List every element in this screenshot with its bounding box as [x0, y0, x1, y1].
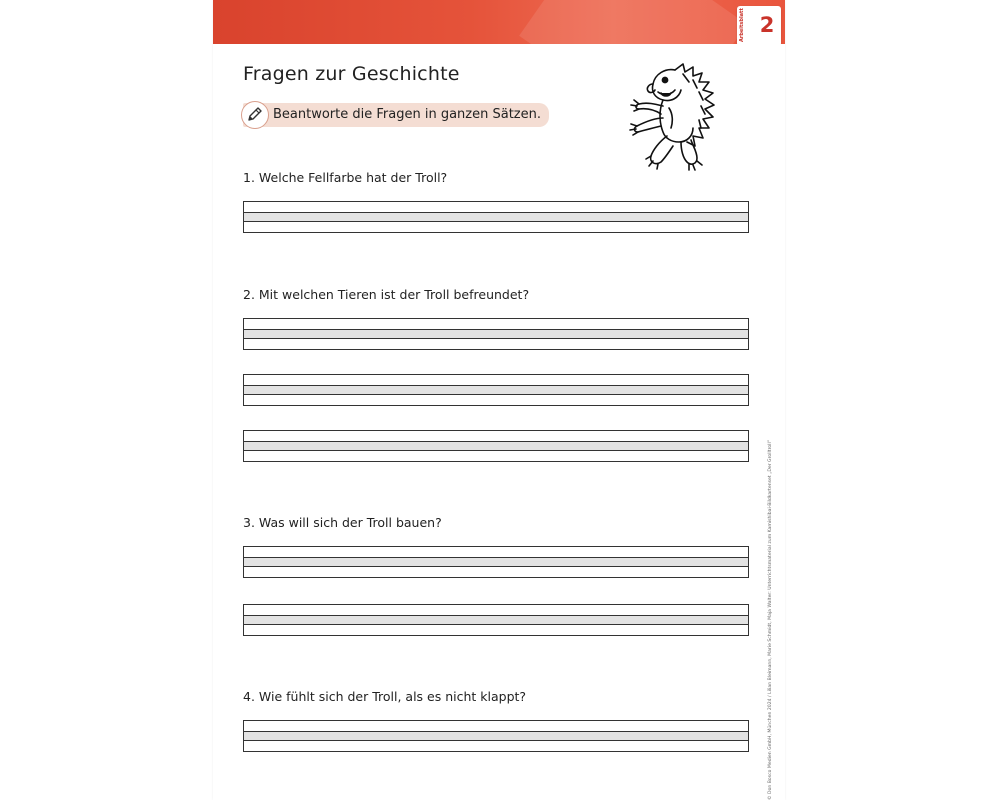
answer-line-q2-1[interactable]	[243, 318, 749, 350]
worksheet-tag	[737, 6, 781, 44]
page-title: Fragen zur Geschichte	[243, 63, 460, 85]
answer-line-q3-2[interactable]	[243, 604, 749, 636]
answer-line-q2-3[interactable]	[243, 430, 749, 462]
copyright-note: © Don Bosco Medien GmbH, München 2024 / Lilian Bleimann, Marie Schmidt, Maja Walter: Unterrichtsmaterial zum Kamishibai-Bildkartenset „Der Grolltroll“	[768, 439, 773, 800]
instruction-banner	[243, 103, 549, 127]
tag-label: Arbeitsblatt	[739, 8, 745, 42]
header-band	[213, 0, 785, 44]
worksheet-page	[213, 0, 785, 800]
question-4: 4. Wie fühlt sich der Troll, als es nicht klappt?	[243, 689, 527, 704]
question-2: 2. Mit welchen Tieren ist der Troll befreundet?	[243, 287, 530, 302]
worksheet-number: 2	[759, 13, 775, 37]
instruction-text: Beantworte die Fragen in ganzen Sätzen.	[273, 107, 541, 122]
hedgehog-troll-icon	[613, 62, 733, 180]
answer-line-q4-1[interactable]	[243, 720, 749, 752]
answer-line-q3-1[interactable]	[243, 546, 749, 578]
answer-line-q2-2[interactable]	[243, 374, 749, 406]
question-1: 1. Welche Fellfarbe hat der Troll?	[243, 170, 448, 185]
question-3: 3. Was will sich der Troll bauen?	[243, 515, 442, 530]
pencil-icon	[241, 101, 269, 129]
answer-line-q1-1[interactable]	[243, 201, 749, 233]
